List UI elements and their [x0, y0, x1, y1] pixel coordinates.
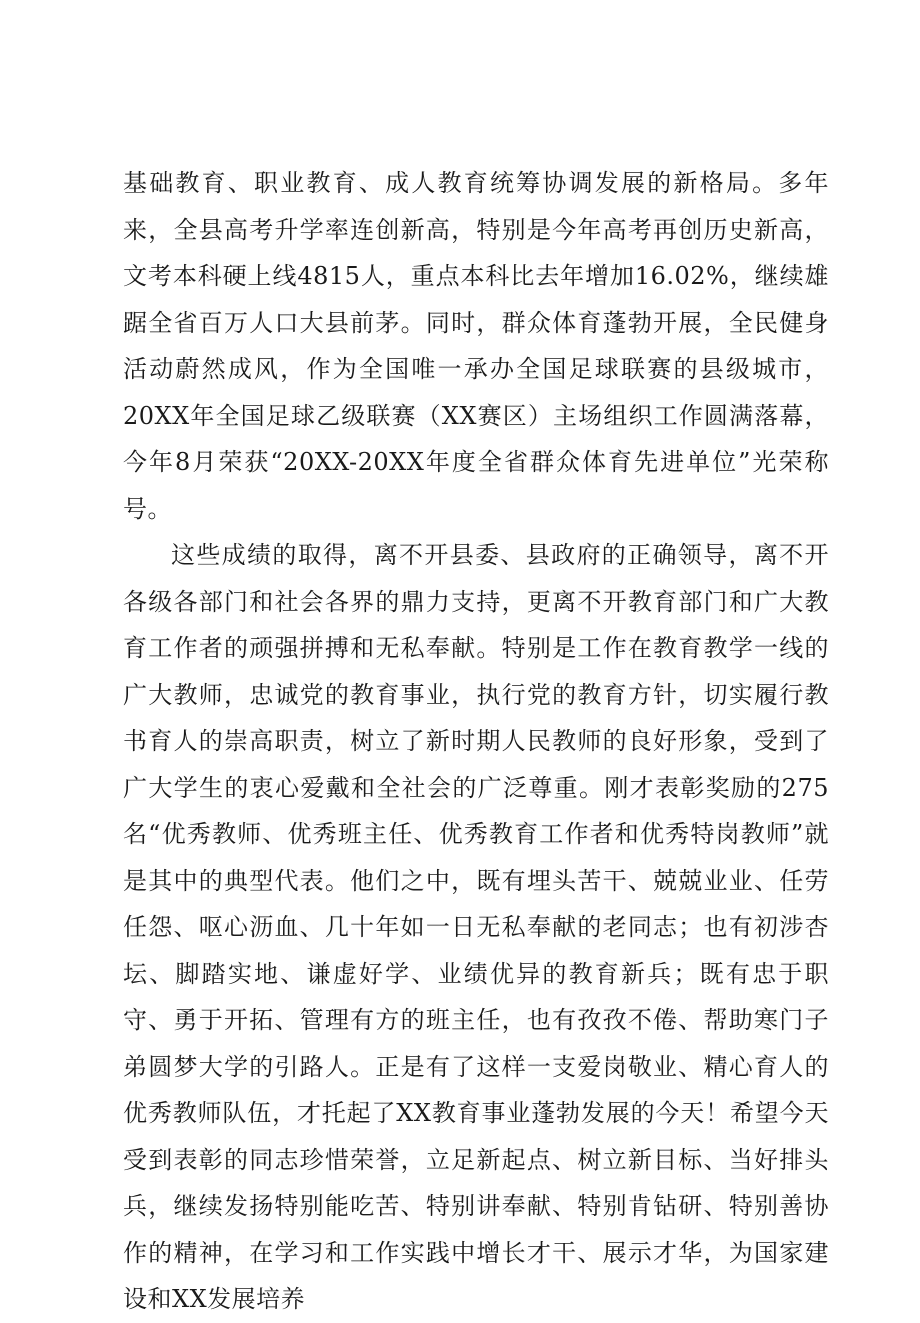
- document-body: [123, 160, 829, 1323]
- paragraph-achievements: 这些成绩的取得，离不开县委、县政府的正确领导，离不开各级各部门和社会各界的鼎力支持，更离不开教育部门和广大教育工作者的顽强拼搏和无私奉献。特别是工作在教育教学一线的广大教师，忠诚党的教育事业，执行党的教育方针，切实履行教书育人的崇高职责，树立了新时期人民教师的良好形象，受到了广大学生的衷心爱戴和全社会的广泛尊重。刚才表彰奖励的275名“优秀教师、优秀班主任、优秀教育工作者和优秀特岗教师”就是其中的典型代表。他们之中，既有埋头苦干、兢兢业业、任劳任怨、呕心沥血、几十年如一日无私奉献的老同志；也有初涉杏坛、脚踏实地、谦虚好学、业绩优异的教育新兵；既有忠于职守、勇于开拓、管理有方的班主任，也有孜孜不倦、帮助寒门子弟圆梦大学的引路人。正是有了这样一支爱岗敬业、精心育人的优秀教师队伍，才托起了XX教育事业蓬勃发展的今天！希望今天受到表彰的同志珍惜荣誉，立足新起点、树立新目标、当好排头兵，继续发扬特别能吃苦、特别讲奉献、特别肯钻研、特别善协作的精神，在学习和工作实践中增长才干、展示才华，为国家建设和XX发展培养: [123, 541, 829, 1313]
- paragraph-continuation: 基础教育、职业教育、成人教育统筹协调发展的新格局。多年来，全县高考升学率连创新高，特别是今年高考再创历史新高，文考本科硬上线4815人，重点本科比去年增加16.02%，继续雄踞全省百万人口大县前茅。同时，群众体育蓬勃开展，全民健身活动蔚然成风，作为全国唯一承办全国足球联赛的县级城市，20XX年全国足球乙级联赛（XX赛区）主场组织工作圆满落幕，今年8月荣获“20XX-20XX年度全省群众体育先进单位”光荣称号。: [123, 169, 829, 523]
